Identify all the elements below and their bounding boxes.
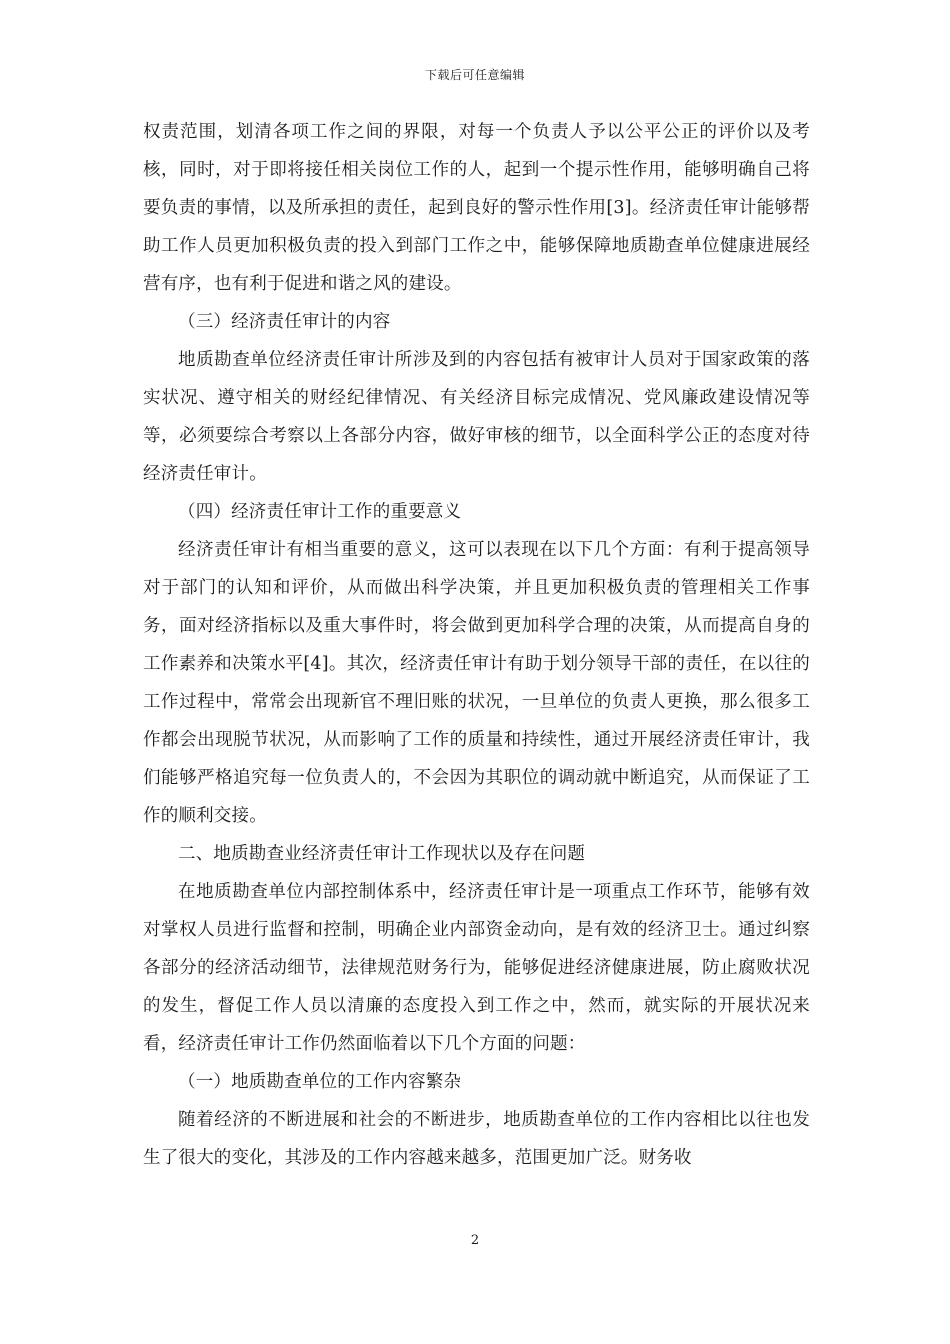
- section-heading-3: （三）经济责任审计的内容: [178, 312, 391, 332]
- section-heading-4: （四）经济责任审计工作的重要意义: [178, 502, 462, 522]
- chapter-heading-2: 二、地质勘查业经济责任审计工作现状以及存在问题: [178, 844, 586, 864]
- document-body: [143, 113, 810, 1177]
- paragraph-significance: 经济责任审计有相当重要的意义，这可以表现在以下几个方面：有利于提高领导对于部门的认知和评价，从而做出科学决策，并且更加积极负责的管理相关工作事务，面对经济指标以及重大事件时，将会做到更加科学合理的决策，从而提高自身的工作素养和决策水平[4]。其次，经济责任审计有助于划分领导干部的责任，在以往的工作过程中，常常会出现新官不理旧账的状况，一旦单位的负责人更换，那么很多工作都会出现脱节状况，从而影响了工作的质量和持续性，通过开展经济责任审计，我们能够严格追究每一位负责人的，不会因为其职位的调动就中断追究，从而保证了工作的顺利交接。: [143, 540, 810, 826]
- paragraph-status: 在地质勘查单位内部控制体系中，经济责任审计是一项重点工作环节，能够有效对掌权人员进行监督和控制，明确企业内部资金动向，是有效的经济卫士。通过纠察各部分的经济活动细节，法律规范财务行为，能够促进经济健康进展，防止腐败状况的发生，督促工作人员以清廉的态度投入到工作之中，然而，就实际的开展状况来看，经济责任审计工作仍然面临着以下几个方面的问题：: [143, 882, 810, 1054]
- section-heading-1: （一）地质勘查单位的工作内容繁杂: [178, 1072, 462, 1092]
- paragraph-complexity: 随着经济的不断进展和社会的不断进步，地质勘查单位的工作内容相比以往也发生了很大的变化，其涉及的工作内容越来越多，范围更加广泛。财务收: [143, 1110, 810, 1168]
- paragraph-continuation: 权责范围，划清各项工作之间的界限，对每一个负责人予以公平公正的评价以及考核，同时，对于即将接任相关岗位工作的人，起到一个提示性作用，能够明确自己将要负责的事情，以及所承担的责任，起到良好的警示性作用[3]。经济责任审计能够帮助工作人员更加积极负责的投入到部门工作之中，能够保障地质勘查单位健康进展经营有序，也有利于促进和谐之风的建设。: [143, 122, 810, 294]
- paragraph-audit-content: 地质勘查单位经济责任审计所涉及到的内容包括有被审计人员对于国家政策的落实状况、遵守相关的财经纪律情况、有关经济目标完成情况、党风廉政建设情况等等，必须要综合考察以上各部分内容，做好审核的细节，以全面科学公正的态度对待经济责任审计。: [143, 350, 810, 484]
- page-header-note: 下载后可任意编辑: [424, 68, 525, 82]
- page-number: 2: [470, 1233, 480, 1248]
